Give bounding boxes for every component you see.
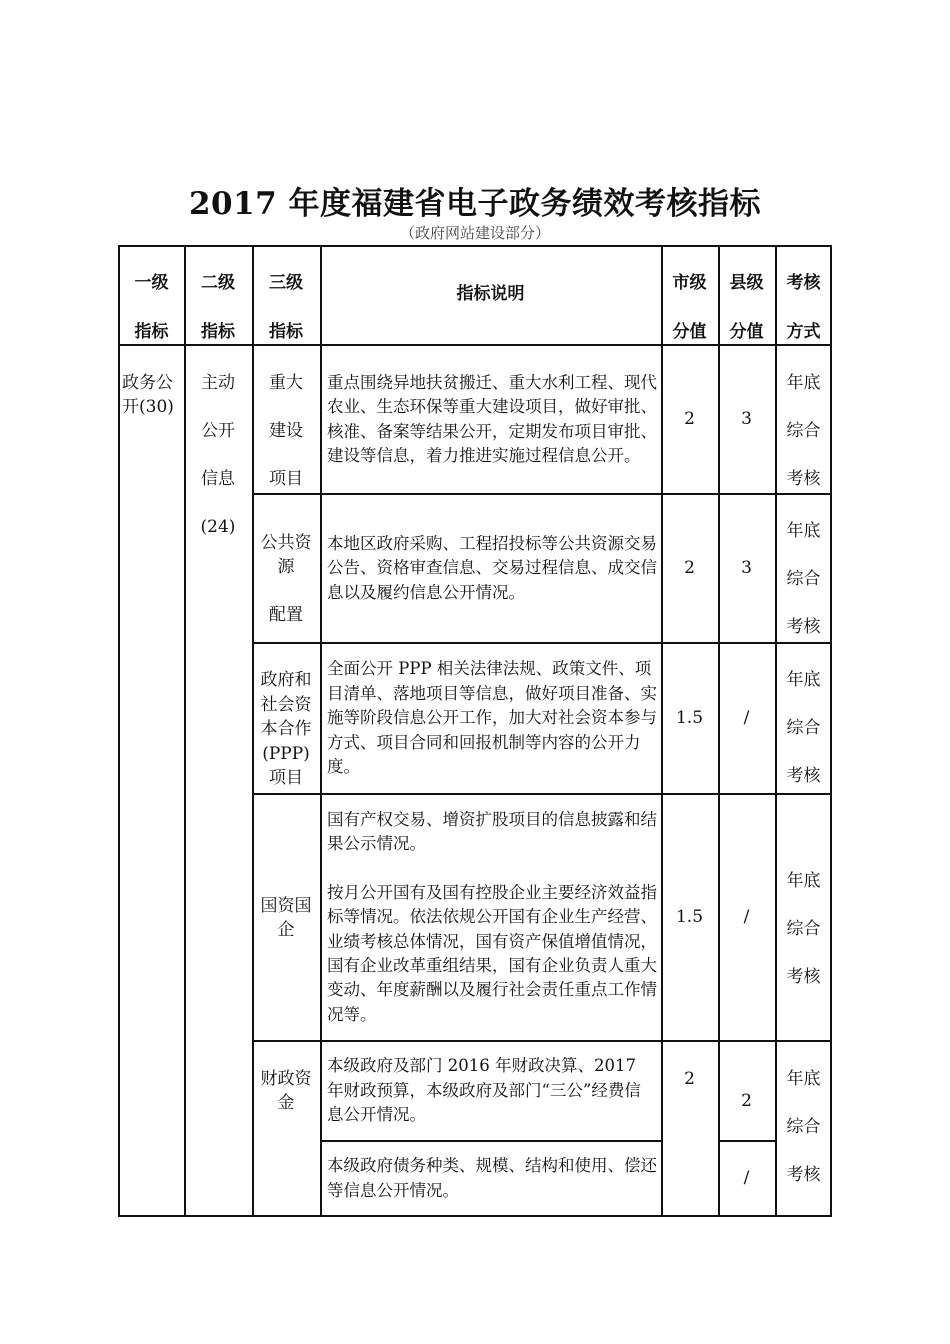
header-level1: 一级 指标 [134,273,169,342]
city-score: 2 [684,1069,695,1089]
assessment-method: 年底 综合 考核 [786,871,821,987]
description-ppp-projects: 全面公开 PPP 相关法律法规、政策文件、项目清单、落地项目等信息，做好项目准备、实施等阶段信息公开工作，加大对社会资本参与方式、项目合同和回报机制等内容的公开力度。 [327,659,657,777]
description-major-projects: 重点围绕异地扶贫搬迁、重大水利工程、现代农业、生态环保等重大建设项目，做好审批、核准、备案等结果公开，定期发布项目审批、建设等信息，着力推进实施过程信息公开。 [327,372,657,465]
assessment-method: 年底 综合 考核 [786,373,821,489]
assessment-method: 年底 综合 考核 [786,521,821,637]
assessment-table [118,245,832,1217]
col-line [118,245,120,1217]
header-level2: 二级 指标 [201,273,235,342]
county-score: 2 [741,1090,752,1111]
header-method: 考核 方式 [786,273,821,342]
header-description: 指标说明 [456,284,525,305]
city-score: 2 [684,409,695,430]
level3-fiscal-funds: 财政资 金 [260,1069,312,1113]
county-score: / [743,907,750,928]
level3-major-projects: 重大 建设 项目 [269,373,303,489]
header-county-score: 县级 分值 [729,273,764,342]
description-fiscal-funds-2: 本级政府债务种类、规模、结构和使用、偿还等信息公开情况。 [327,1156,657,1200]
header-level3: 三级 指标 [269,273,303,342]
level3-state-owned-enterprises: 国资国 企 [260,895,312,940]
page-title: 2017 年度福建省电子政务绩效考核指标 [188,186,762,222]
county-score: 3 [741,409,752,430]
header-city-score: 市级 分值 [672,273,707,342]
table-border-bottom [118,1215,832,1217]
city-score: 2 [684,558,695,579]
level3-public-resources: 公共资 源 配置 [260,533,312,625]
description-fiscal-funds-1: 本级政府及部门 2016 年财政决算、2017 年财政预算，本级政府及部门“三公”经费信息公开情况。 [327,1056,641,1125]
county-score: / [743,1168,750,1189]
page-subtitle: （政府网站建设部分） [399,224,550,242]
description-public-resources: 本地区政府采购、工程招投标等公共资源交易公告、资格审查信息、交易过程信息、成交信息以及履约信息公开情况。 [327,533,657,602]
assessment-method: 年底 综合 考核 [786,1069,821,1185]
assessment-method: 年底 综合 考核 [786,670,821,786]
level3-ppp-projects: 政府和 社会资 本合作 (PPP) 项目 [260,670,312,788]
city-score: 1.5 [675,708,704,729]
description-state-owned-enterprises: 国有产权交易、增资扩股项目的信息披露和结果公示情况。 按月公开国有及国有控股企业主要经济效益指标等情况。依法依规公开国有企业生产经营、业绩考核总体情况，国有资产保值增值情况，国有企业改革重组结果，国有企业负责人重大变动、年度薪酬以及履行社会责任重点工作情况等。 [327,809,657,1024]
city-score: 1.5 [675,907,704,928]
county-score: / [743,708,750,729]
level1-indicator: 政务公 开(30) [122,373,174,417]
level2-indicator: 主动 公开 信息 (24) [200,373,236,537]
county-score: 3 [741,558,752,579]
